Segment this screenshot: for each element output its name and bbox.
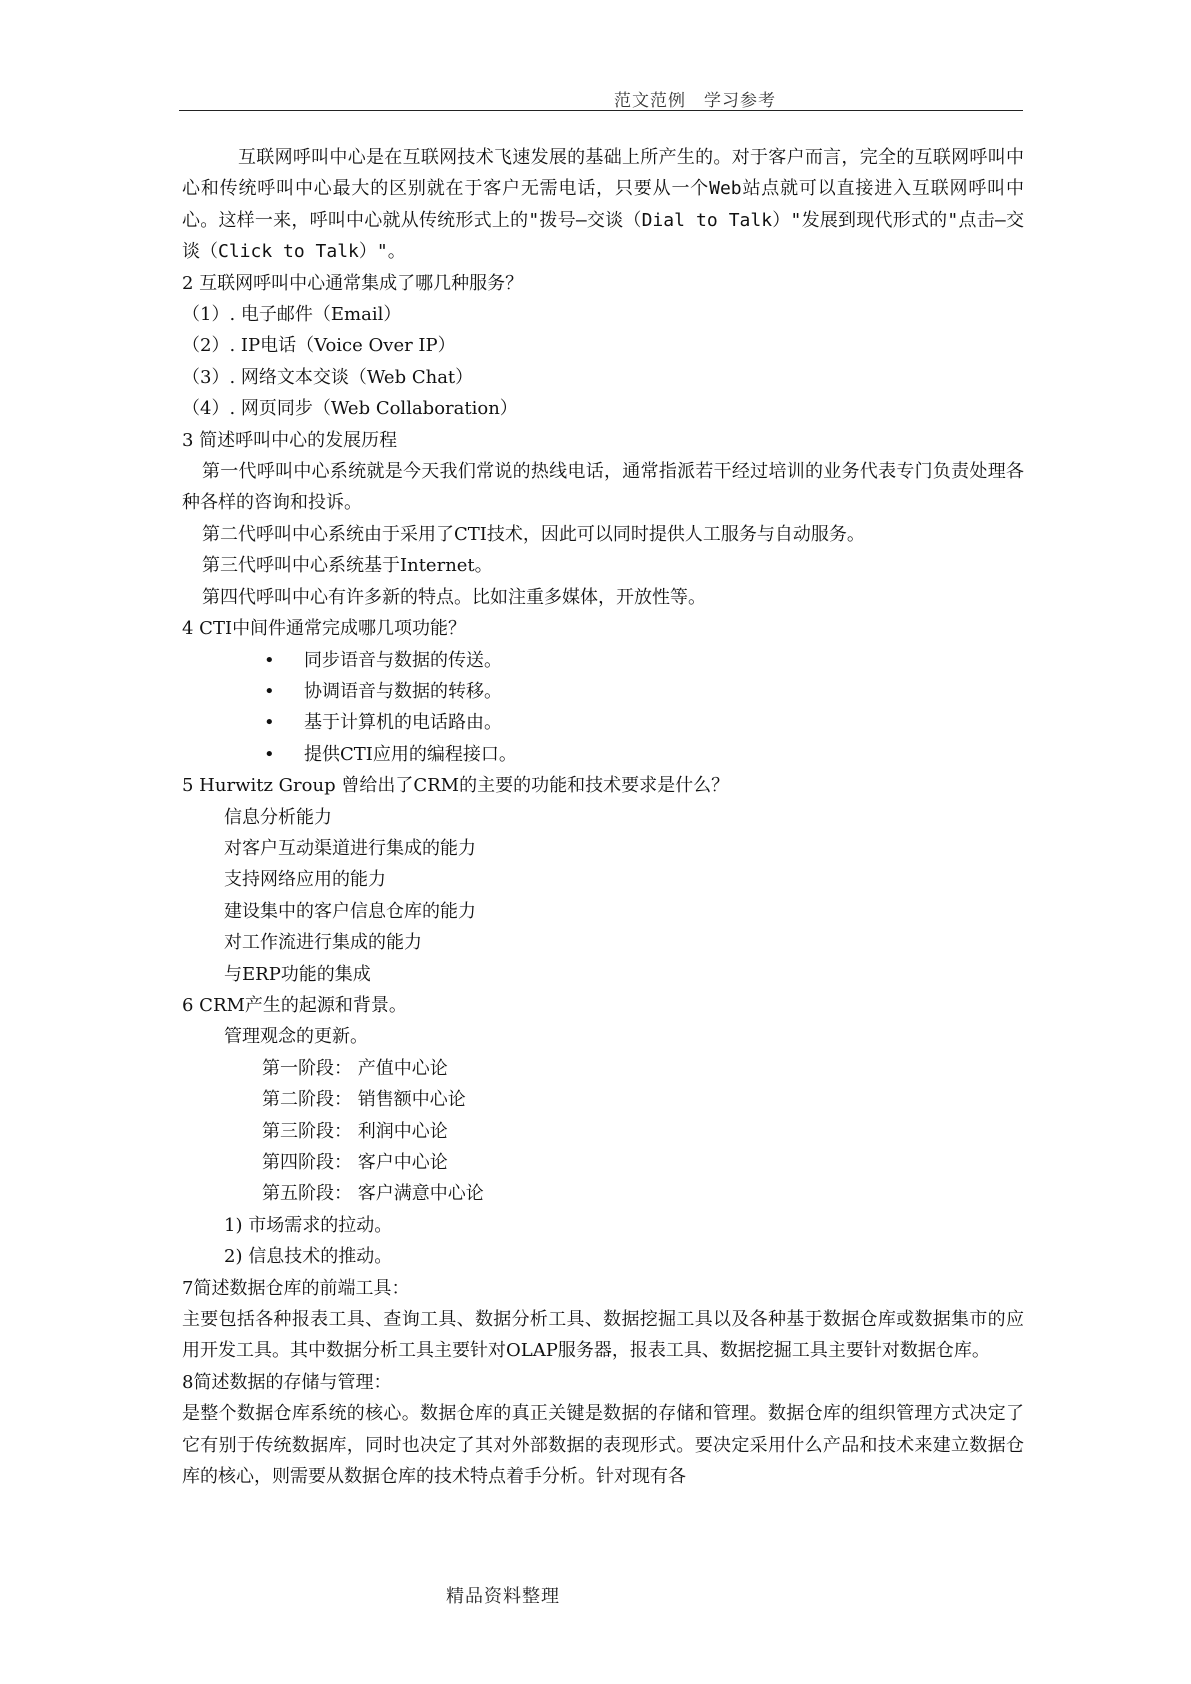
q2-item: （1）. 电子邮件（Email） (182, 304, 402, 326)
q3-item: 第三代呼叫中心系统基于Internet。 (202, 555, 493, 577)
q7-body: 主要包括各种报表工具、查询工具、数据分析工具、数据挖掘工具以及各种基于数据仓库或数据集市的应用开发工具。其中数据分析工具主要针对OLAP服务器，报表工具、数据挖掘工具主要针对数据仓库。 (182, 1309, 1024, 1362)
list-item (182, 676, 1024, 707)
q4-title: 4 CTI中间件通常完成哪几项功能？ (182, 618, 467, 640)
bullet-marker: • (264, 743, 275, 765)
q5-item: 信息分析能力 (224, 806, 332, 828)
list-item-text: 基于计算机的电话路由。 (304, 712, 502, 734)
q2-item: （4）. 网页同步（Web Collaboration） (182, 398, 518, 420)
q3-title: 3 简述呼叫中心的发展历程 (182, 429, 398, 451)
page-header: 范文范例 学习参考 (614, 91, 776, 111)
q4-bullet-list (182, 645, 1024, 771)
q5-item: 对工作流进行集成的能力 (224, 932, 422, 954)
header-divider (179, 110, 1023, 111)
q6-stage: 第四阶段： 客户中心论 (262, 1152, 448, 1173)
q2-title: 2 互联网呼叫中心通常集成了哪几种服务？ (182, 272, 524, 294)
q5-item: 支持网络应用的能力 (224, 869, 386, 891)
page-footer: 精品资料整理 (446, 1586, 560, 1607)
q5-item: 与ERP功能的集成 (224, 963, 371, 985)
bullet-marker: • (264, 680, 275, 702)
q5-title: 5 Hurwitz Group 曾给出了CRM的主要的功能和技术要求是什么？ (182, 775, 730, 797)
q3-item: 第一代呼叫中心系统就是今天我们常说的热线电话，通常指派若干经过培训的业务代表专门负责处理各种各样的咨询和投诉。 (182, 461, 1024, 514)
q5-item: 建设集中的客户信息仓库的能力 (224, 900, 476, 922)
q8-title: 8简述数据的存储与管理： (182, 1371, 392, 1393)
q6-stage: 第三阶段： 利润中心论 (262, 1120, 448, 1142)
q6-title: 6 CRM产生的起源和背景。 (182, 994, 407, 1016)
q8-body: 是整个数据仓库系统的核心。数据仓库的真正关键是数据的存储和管理。数据仓库的组织管理方式决定了它有别于传统数据库，同时也决定了其对外部数据的表现形式。要决定采用什么产品和技术来建立数据仓库的核心，则需要从数据仓库的技术特点着手分析。针对现有各 (182, 1403, 1024, 1488)
list-item-text: 协调语音与数据的转移。 (304, 680, 502, 702)
list-item (182, 645, 1024, 676)
q2-item: （3）. 网络文本交谈（Web Chat） (182, 366, 474, 388)
q6-stage: 第一阶段： 产值中心论 (262, 1057, 448, 1079)
list-item-text: 同步语音与数据的传送。 (304, 649, 502, 671)
intro-paragraph: 互联网呼叫中心是在互联网技术飞速发展的基础上所产生的。对于客户而言，完全的互联网呼叫中心和传统呼叫中心最大的区别就在于客户无需电话，只要从一个Web站点就可以直接进入互联网呼叫中心。这样一来，呼叫中心就从传统形式上的"拨号—交谈（Dial to Talk）"发展到现代形式的"点击—交谈（Click to Talk）"。 (182, 147, 1024, 263)
q7-title: 7简述数据仓库的前端工具： (182, 1277, 410, 1299)
bullet-marker: • (264, 649, 275, 671)
q2-item: （2）. IP电话（Voice Over IP） (182, 335, 456, 357)
q3-item: 第二代呼叫中心系统由于采用了CTI技术，因此可以同时提供人工服务与自动服务。 (202, 523, 865, 545)
list-item (182, 707, 1024, 738)
bullet-marker: • (264, 712, 275, 734)
document-body (182, 142, 1024, 1492)
q3-item: 第四代呼叫中心有许多新的特点。比如注重多媒体，开放性等。 (202, 586, 706, 608)
list-item-text: 提供CTI应用的编程接口。 (304, 743, 517, 765)
q6-stage: 第二阶段： 销售额中心论 (262, 1089, 466, 1111)
q6-subtitle: 管理观念的更新。 (224, 1026, 368, 1048)
q6-driver: 1) 市场需求的拉动。 (224, 1214, 393, 1236)
q6-stage: 第五阶段： 客户满意中心论 (262, 1183, 484, 1205)
q5-item: 对客户互动渠道进行集成的能力 (224, 837, 476, 859)
q6-driver: 2) 信息技术的推动。 (224, 1246, 393, 1268)
list-item (182, 739, 1024, 770)
